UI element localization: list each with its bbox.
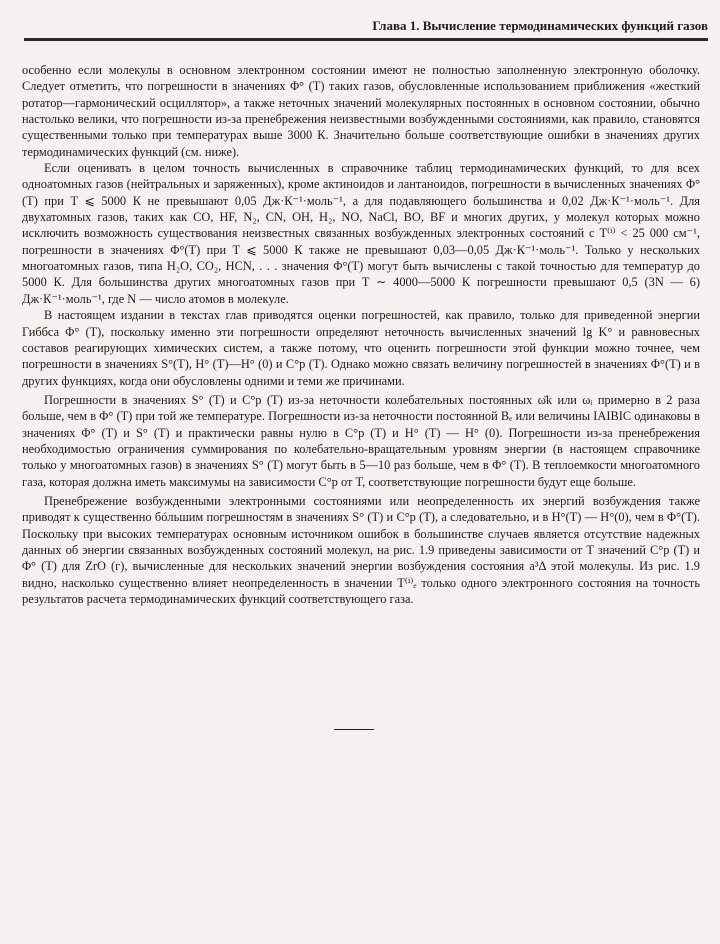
paragraph: Если оценивать в целом точность вычисленных в справочнике таблиц термодинамических функций, то для всех одноатомных газов (нейтральных и заряженных), кроме актиноидов и лантаноидов, погрешности в вычисленных значениях Φ° (T) при T ⩽ 5000 К не превышают 0,05 Дж·К⁻¹·моль⁻¹, а для подавляющего большинства и 0,02 Дж·К⁻¹·моль⁻¹. Для двухатомных газов, таких как CO, HF, N₂, CN, OH, H₂, NO, NaCl, BO, BF и многих других, у молекул которых можно исключить возможность существования неизвестных связанных возбужденных электронных состояний с T⁽ⁱ⁾ < 25 000 см⁻¹, погрешности в значениях Φ°(T) при T ⩽ 5000 К также не превышают 0,03—0,05 Дж·К⁻¹·моль⁻¹. Только у нескольких многоатомных газов, типа H₂O, CO₂, HCN, . . . значения Φ°(T) могут быть вычислены с такой точностью для температур до 5000 К. Для большинства других многоатомных газов при T ∼ 4000—5000 К погрешности превышают 0,5 (3N — 6) Дж·К⁻¹·моль⁻¹, где N — число атомов в молекуле. <box>22 161 700 306</box>
paragraph: Погрешности в значениях S° (T) и C°p (T) из-за неточности колебательных постоянных ω̄k или ωᵢ примерно в 2 раза больше, чем в Φ° (T) при той же температуре. Погрешности из-за неточности постоянной Bₑ или величины IAIBIC одинаковы в значениях Φ° (T) и S° (T) и практически равны нулю в C°p (T) и H° (T) — H° (0). Погрешности из-за пренебрежения необходимостью ограничения суммирования по колебательно-вращательным уровням энергии (в настоящем справочнике только у многоатомных газов) в значениях S° (T) могут быть в 5—10 раз больше, чем в Φ° (T). В теплоемкости многоатомного газа, которая должна иметь максимумы на зависимости C°p от T, соответствующие погрешности будут еще больше. <box>22 392 700 489</box>
paragraph: В настоящем издании в текстах глав приводятся оценки погрешностей, как правило, только для приведенной энергии Гиббса Φ° (T), поскольку именно эти погрешности определяют неточность вычисленных значений lg K° и равновесных составов реагирующих химических систем, а также потому, что оценить погрешности этой функции можно точнее, чем погрешности в значениях S°(T), H° (T)—H° (0) и C°p (T). Однако можно связать величину погрешностей в значениях Φ°(T) и в других функциях, когда они обусловлены одними и теми же причинами. <box>22 308 700 388</box>
paragraph: Пренебрежение возбужденными электронными состояниями или неопределенность их энергий возбуждения также приводят к существенно бóльшим погрешностям в значениях S° (T) и C°p (T), а следовательно, и в H°(T) — H°(0), чем в Φ°(T). Поскольку при высоких температурах основным источником ошибок в большинстве случаев является отсутствие надежных данных об энергии связанных возбужденных состояний молекул, на рис. 1.9 приведены зависимости от T значений C°p (T) и Φ° (T) для ZrO (г), вычисленные для нескольких значений энергии возбуждения состояния a³Δ этой молекулы. Из рис. 1.9 видно, насколько существенно влияет неопределенность в значении T⁽ⁱ⁾ₑ только одного электронного состояния на точность результатов расчета термодинамических функций соответствующего газа. <box>22 493 700 606</box>
section-end-rule <box>334 729 374 730</box>
running-head: Глава 1. Вычисление термодинамических функций газов <box>24 18 708 41</box>
paragraph: особенно если молекулы в основном электронном состоянии имеют не полностью заполненную электронную оболочку. Следует отметить, что погрешности в значениях Φ° (T) таких газов, обусловленные использованием приближения «жесткий ротатор—гармонический осциллятор», а также неточных значений молекулярных постоянных в основном состоянии, обычно настолько велики, что погрешности из-за пренебрежения неизвестными возбужденными состояниями, как правило, становятся существенными только при температурах выше 3000 К. Значительно больше соответствующие ошибки в значениях других термодинамических функций (см. ниже). <box>22 63 700 159</box>
page-body <box>22 62 700 607</box>
